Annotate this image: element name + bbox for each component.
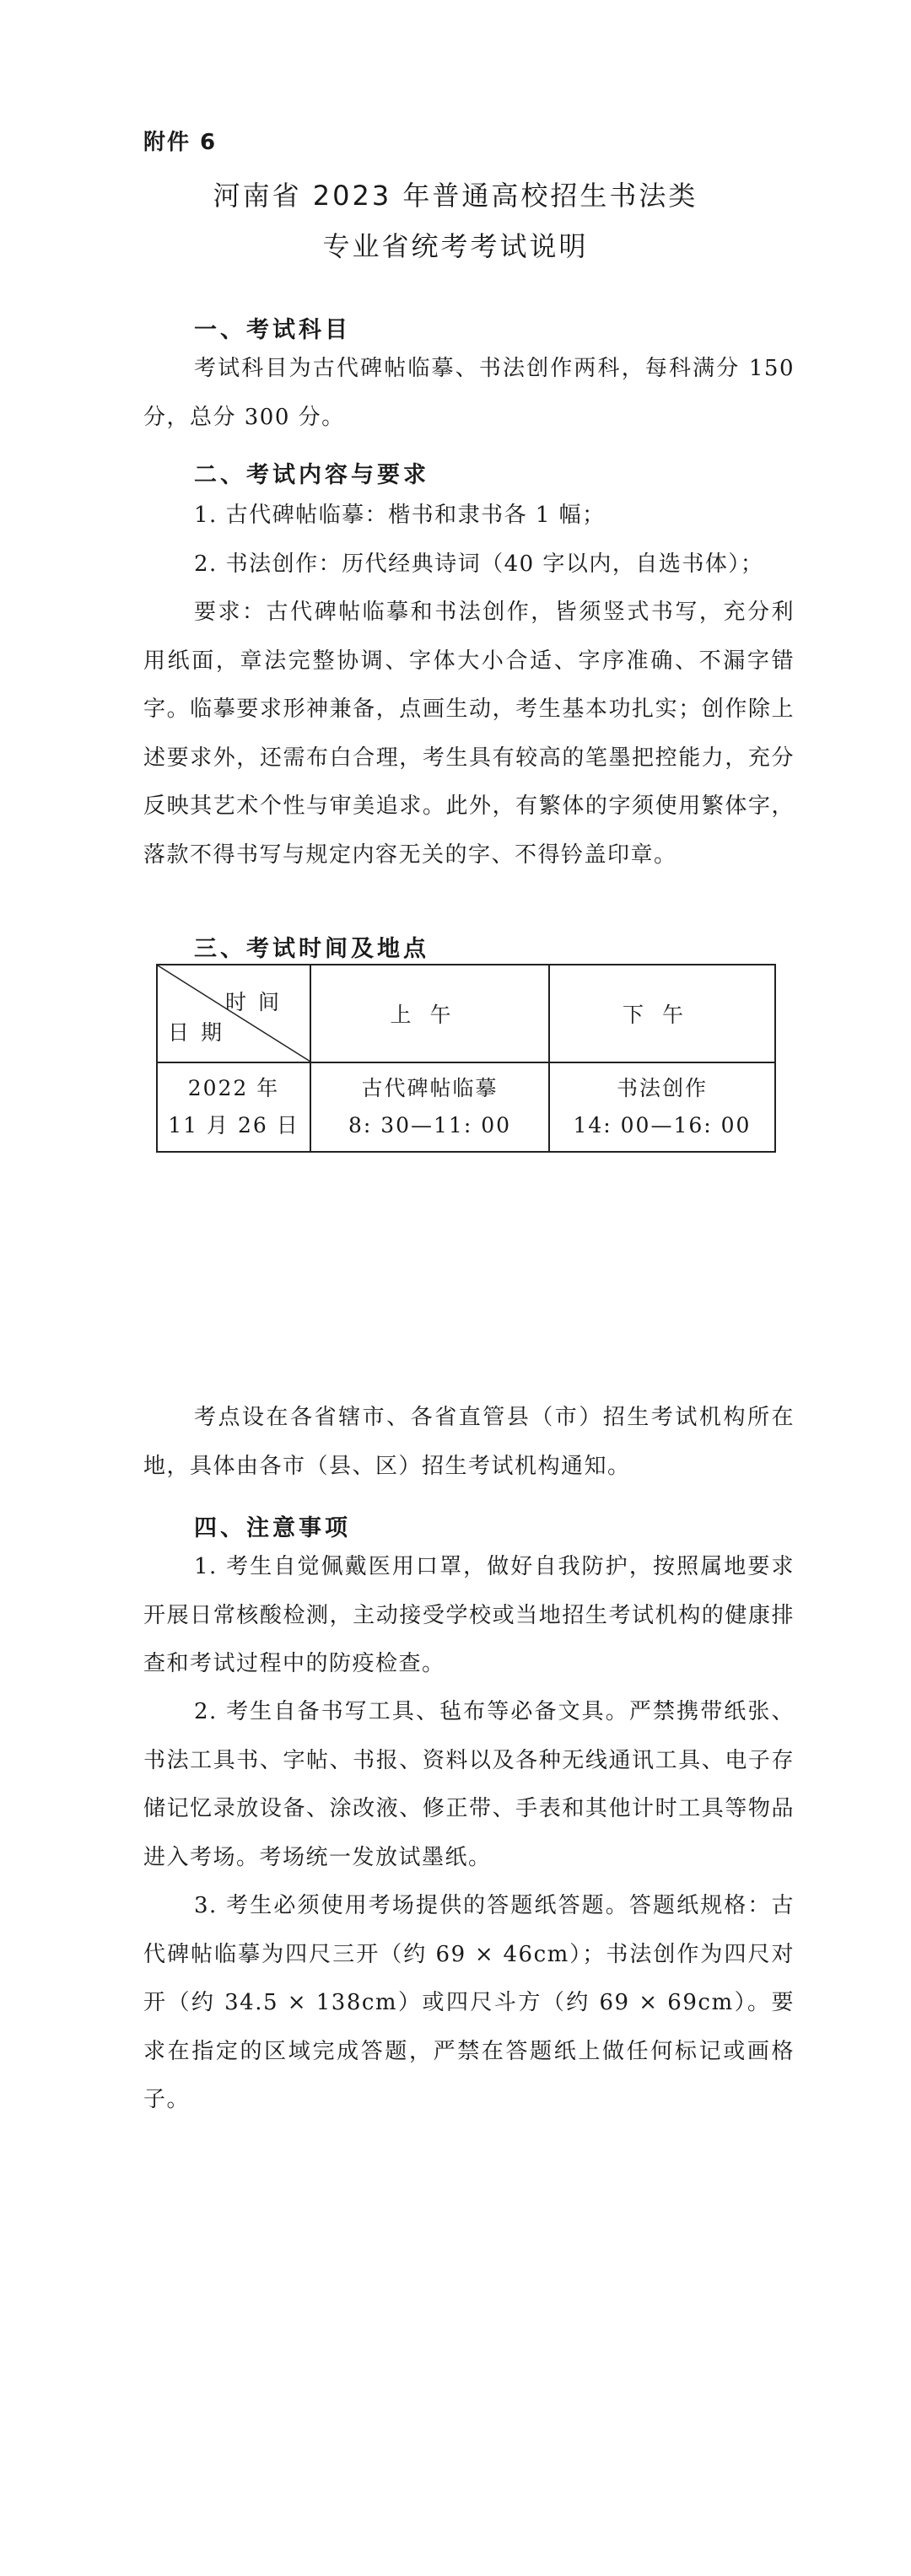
date-line-day: 11 月 26 日 (168, 1113, 299, 1137)
section-heading-notes: 四、注意事项 (194, 1515, 351, 1541)
pm-subject: 书法创作 (616, 1076, 708, 1100)
am-time: 8: 30—11: 00 (348, 1113, 512, 1137)
paragraph-note-1: 1. 考生自觉佩戴医用口罩，做好自我防护，按照属地要求开展日常核酸检测，主动接受学校或当地招生考试机构的健康排查和考试过程中的防疫检查。 (143, 1554, 795, 1676)
column-header-pm: 下午 (549, 965, 775, 1062)
pm-time: 14: 00—16: 00 (573, 1113, 752, 1137)
schedule-header-row (157, 965, 775, 1062)
schedule-table (156, 964, 776, 1153)
section-heading-schedule: 三、考试时间及地点 (194, 936, 429, 962)
paragraph-requirements: 要求：古代碑帖临摹和书法创作，皆须竖式书写，充分利用纸面，章法完整协调、字体大小合适、字序准确、不漏字错字。临摹要求形神兼备，点画生动，考生基本功扎实；创作除上述要求外，还需布白合理，考生具有较高的笔墨把控能力，充分反映其艺术个性与审美追求。此外，有繁体的字须使用繁体字，落款不得书写与规定内容无关的字、不得钤盖印章。 (143, 600, 795, 868)
am-subject: 古代碑帖临摹 (361, 1076, 499, 1100)
column-header-am: 上午 (310, 965, 549, 1062)
section-heading-subjects: 一、考试科目 (194, 317, 351, 343)
section-heading-content: 二、考试内容与要求 (194, 462, 429, 488)
corner-label-date: 日期 (168, 1020, 234, 1045)
schedule-date-cell (157, 1062, 310, 1152)
attachment-label: 附件 6 (143, 130, 218, 155)
paragraph-location: 考点设在各省辖市、各省直管县（市）招生考试机构所在地，具体由各市（县、区）招生考试机构通知。 (143, 1405, 795, 1479)
paragraph-content-1: 1. 古代碑帖临摹：楷书和隶书各 1 幅； (194, 503, 606, 528)
schedule-corner-cell (157, 965, 310, 1062)
paragraph-note-3: 3. 考生必须使用考场提供的答题纸答题。答题纸规格：古代碑帖临摹为四尺三开（约 69 × 46cm）；书法创作为四尺对开（约 34.5 × 138cm）或四尺斗方（约 69 × 69cm）。要求在指定的区域完成答题，严禁在答题纸上做任何标记或画格子。 (143, 1893, 795, 2112)
document-title-line1: 河南省 2023 年普通高校招生书法类 (213, 180, 698, 212)
document-title-line2: 专业省统考考试说明 (322, 230, 589, 262)
paragraph-note-2: 2. 考生自备书写工具、毡布等必备文具。严禁携带纸张、书法工具书、字帖、书报、资料以及各种无线通讯工具、电子存储记忆录放设备、涂改液、修正带、手表和其他计时工具等物品进入考场。考场统一发放试墨纸。 (143, 1699, 795, 1870)
corner-label-time: 时间 (225, 990, 292, 1014)
schedule-row (157, 1062, 775, 1152)
date-line-year: 2022 年 (187, 1076, 280, 1100)
schedule-pm-cell (549, 1062, 775, 1152)
paragraph-content-2: 2. 书法创作：历代经典诗词（40 字以内，自选书体）； (194, 551, 764, 577)
paragraph-subjects: 考试科目为古代碑帖临摹、书法创作两科，每科满分 150 分，总分 300 分。 (143, 356, 795, 430)
schedule-am-cell (310, 1062, 549, 1152)
